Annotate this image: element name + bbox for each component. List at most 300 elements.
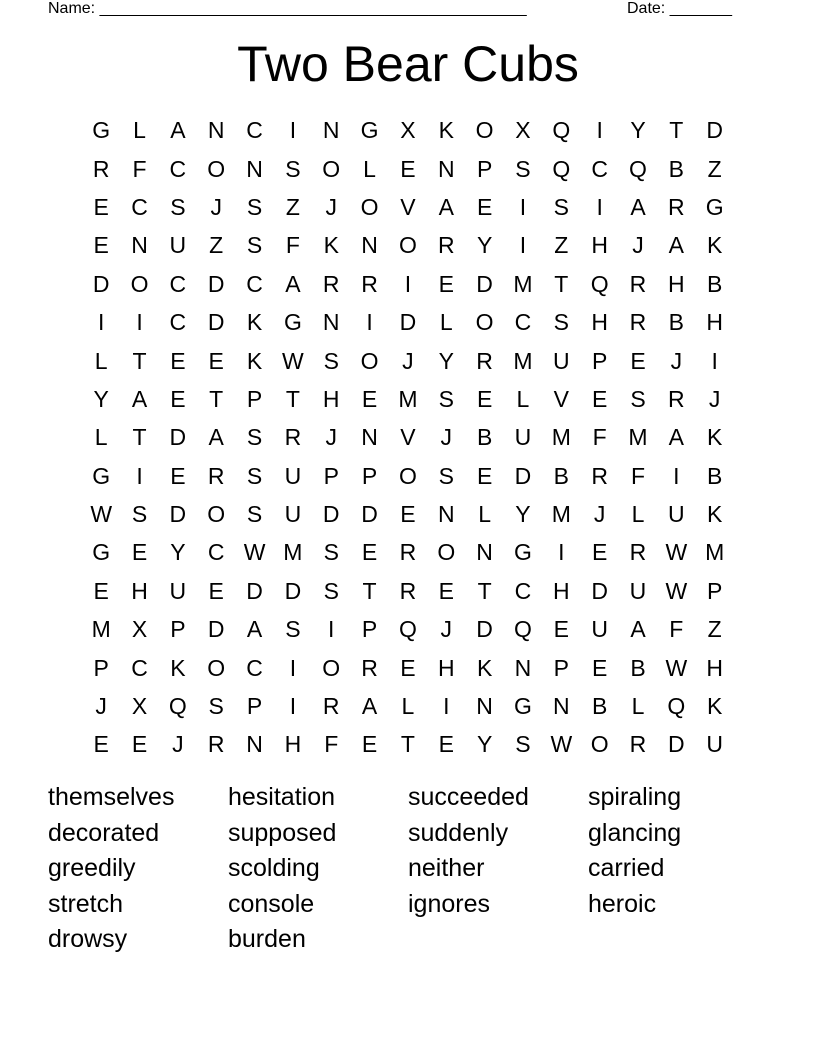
grid-letter: Q [552,155,571,182]
grid-letter: M [398,385,418,412]
grid-letter: B [707,462,723,489]
grid-letter: C [246,270,263,297]
grid-letter: P [246,693,263,720]
grid-letter: L [94,424,108,451]
grid-letter: S [515,731,531,758]
grid-letter: C [169,270,187,297]
grid-letter: G [92,117,111,144]
grid-letter: R [629,270,647,297]
grid-letter: E [438,577,454,604]
grid-letter: S [553,309,569,336]
grid-letter: G [92,539,111,566]
grid-letter: Q [514,616,532,643]
grid-letter: L [94,347,108,374]
grid-letter: B [707,270,723,297]
grid-letter: D [476,616,493,643]
word-list-item: scolding [228,854,320,883]
grid-letter: H [437,654,455,681]
word-list-item: stretch [48,889,124,918]
grid-letter: N [246,731,263,758]
grid-letter: Q [398,616,417,643]
grid-letter: M [628,424,648,451]
grid-letter: L [401,693,415,720]
grid-letter: I [596,117,603,144]
grid-letter: T [669,117,684,144]
grid-letter: R [322,270,340,297]
grid-letter: L [133,117,146,144]
grid-letter: D [514,462,532,489]
grid-letter: D [169,424,187,451]
grid-letter: F [324,731,339,758]
grid-letter: G [705,193,724,220]
grid-letter: K [707,501,723,528]
grid-letter: H [591,232,608,259]
grid-letter: U [552,347,570,374]
grid-letter: R [284,424,302,451]
grid-letter: T [362,577,377,604]
grid-letter: N [476,539,493,566]
grid-letter: S [208,693,224,720]
grid-letter: E [93,577,109,604]
grid-letter: H [591,309,608,336]
grid-letter: A [170,117,186,144]
grid-letter: M [91,616,111,643]
grid-letter: C [131,193,148,220]
word-list-row [48,816,788,852]
grid-letter: J [708,385,721,412]
grid-letter: W [665,539,688,566]
grid-letter: R [399,577,417,604]
grid-letter: C [169,155,187,182]
grid-letter: S [630,385,646,412]
grid-letter: Z [707,155,722,182]
grid-letter: E [591,539,608,566]
grid-letter: J [325,424,337,451]
grid-letter: O [398,462,417,489]
grid-row [82,610,734,648]
grid-letter: H [322,385,340,412]
grid-letter: D [361,501,378,528]
grid-letter: N [476,693,493,720]
grid-letter: M [551,501,571,528]
grid-letter: D [706,117,723,144]
grid-letter: P [361,462,378,489]
grid-letter: B [553,462,569,489]
grid-letter: N [246,155,263,182]
grid-letter: G [92,462,111,489]
grid-letter: Y [170,539,186,566]
grid-letter: V [400,193,416,220]
grid-letter: E [630,347,646,374]
grid-letter: E [438,731,454,758]
grid-letter: Z [285,193,300,220]
grid-letter: W [665,654,688,681]
grid-letter: R [591,462,608,489]
grid-letter: J [402,347,414,374]
grid-letter: Y [476,731,493,758]
grid-letter: S [285,616,301,643]
grid-letter: Q [590,270,609,297]
grid-letter: N [131,232,148,259]
grid-letter: X [515,117,531,144]
grid-letter: U [514,424,532,451]
grid-letter: D [169,501,187,528]
grid-letter: E [591,654,608,681]
word-list-item: heroic [588,889,657,918]
grid-letter: D [668,731,685,758]
word-list-item: carried [588,854,665,883]
grid-letter: I [136,462,143,489]
grid-letter: S [323,347,339,374]
grid-letter: B [591,693,608,720]
grid-letter: R [361,270,378,297]
grid-row [82,533,734,571]
grid-letter: I [711,347,718,374]
grid-letter: N [207,117,225,144]
grid-row [82,111,734,149]
grid-letter: J [95,693,107,720]
grid-letter: I [404,270,412,297]
grid-letter: D [399,309,417,336]
grid-letter: S [553,193,569,220]
grid-letter: Z [554,232,569,259]
grid-letter: J [593,501,606,528]
grid-letter: E [476,462,493,489]
grid-row [82,149,734,187]
grid-letter: S [246,193,263,220]
grid-letter: D [591,577,608,604]
name-field-label: Name: ________________________________________________ [48,0,527,17]
grid-row [82,457,734,495]
grid-letter: I [289,117,297,144]
grid-letter: Z [209,232,224,259]
grid-letter: O [590,731,609,758]
grid-letter: T [400,731,415,758]
grid-letter: A [668,232,684,259]
grid-letter: G [514,539,532,566]
grid-letter: A [630,616,646,643]
page-title: Two Bear Cubs [237,36,579,92]
grid-letter: R [437,232,455,259]
grid-letter: T [285,385,300,412]
grid-letter: G [514,693,532,720]
word-list-item: drowsy [48,925,128,954]
grid-letter: E [93,731,109,758]
grid-letter: L [478,501,491,528]
grid-letter: Q [552,117,571,144]
grid-letter: N [322,309,340,336]
grid-letter: Q [629,155,647,182]
grid-letter: D [207,270,225,297]
grid-letter: J [670,347,683,374]
grid-row [82,265,734,303]
grid-letter: E [476,385,493,412]
grid-letter: I [519,232,527,259]
grid-letter: C [246,654,263,681]
grid-letter: S [323,539,339,566]
grid-letter: E [208,347,224,374]
grid-letter: O [360,193,379,220]
grid-letter: C [169,309,187,336]
grid-letter: T [554,270,569,297]
grid-letter: H [131,577,148,604]
grid-row [82,380,734,418]
grid-letter: T [132,424,147,451]
grid-letter: E [361,539,378,566]
grid-letter: O [475,309,494,336]
grid-letter: R [668,193,685,220]
word-list-item: spiraling [588,783,682,812]
grid-letter: M [551,424,571,451]
grid-letter: L [363,155,376,182]
grid-letter: E [170,347,186,374]
grid-letter: Y [438,347,454,374]
word-list-row [48,922,788,958]
grid-letter: I [366,309,373,336]
grid-letter: J [632,232,644,259]
grid-letter: P [246,385,263,412]
grid-letter: U [591,616,608,643]
grid-letter: W [282,347,304,374]
grid-letter: E [170,462,186,489]
grid-letter: N [361,424,378,451]
grid-letter: O [322,155,341,182]
word-list-item: glancing [588,818,682,847]
grid-letter: S [246,462,263,489]
grid-letter: E [476,193,493,220]
grid-letter: N [361,232,378,259]
grid-letter: K [170,654,186,681]
grid-letter: U [284,501,302,528]
grid-letter: X [400,117,416,144]
grid-letter: U [706,731,723,758]
grid-letter: B [668,309,684,336]
grid-letter: D [92,270,110,297]
grid-letter: M [513,347,533,374]
word-list [48,780,788,958]
grid-letter: Q [667,693,686,720]
grid-letter: J [210,193,222,220]
grid-letter: E [361,731,378,758]
grid-letter: S [515,155,531,182]
grid-letter: E [93,193,109,220]
word-list-item: greedily [48,854,136,883]
grid-letter: E [131,731,148,758]
grid-letter: R [476,347,493,374]
grid-letter: G [360,117,379,144]
grid-letter: O [130,270,149,297]
grid-letter: K [707,232,723,259]
grid-letter: C [207,539,225,566]
grid-letter: R [629,539,647,566]
grid-letter: C [591,155,608,182]
grid-letter: M [283,539,303,566]
grid-letter: X [131,693,148,720]
grid-letter: A [131,385,148,412]
word-list-row [48,851,788,887]
grid-letter: O [398,232,417,259]
grid-letter: R [629,309,647,336]
grid-letter: A [208,424,224,451]
grid-letter: S [438,385,454,412]
grid-letter: E [400,501,416,528]
grid-letter: E [93,232,109,259]
grid-letter: H [706,309,723,336]
word-list-item: themselves [48,783,175,812]
word-list-row [48,887,788,923]
grid-letter: J [440,424,453,451]
grid-letter: P [361,616,378,643]
grid-letter: C [131,654,148,681]
grid-letter: V [553,385,569,412]
word-list-item: burden [228,925,306,954]
grid-letter: N [552,693,570,720]
word-list-item: neither [408,854,485,883]
word-list-item: suddenly [408,818,509,847]
grid-letter: S [170,193,186,220]
grid-letter: F [592,424,607,451]
grid-letter: U [629,577,647,604]
grid-letter: K [438,117,454,144]
grid-letter: S [285,155,301,182]
grid-row [82,572,734,610]
grid-letter: K [707,424,723,451]
grid-letter: S [246,424,263,451]
grid-letter: O [322,654,341,681]
grid-letter: T [209,385,224,412]
grid-letter: V [400,424,416,451]
grid-letter: H [552,577,570,604]
grid-letter: A [438,193,454,220]
grid-letter: I [558,539,565,566]
grid-letter: E [208,577,224,604]
grid-letter: W [90,501,113,528]
grid-letter: N [322,117,340,144]
grid-letter: I [673,462,680,489]
grid-letter: Y [630,117,646,144]
grid-letter: S [246,501,263,528]
grid-letter: O [207,654,226,681]
grid-letter: Q [168,693,187,720]
grid-letter: H [668,270,685,297]
grid-letter: E [400,654,416,681]
grid-letter: D [322,501,340,528]
grid-letter: P [93,654,109,681]
grid-letter: B [476,424,493,451]
grid-letter: E [591,385,608,412]
grid-row [82,226,734,264]
grid-letter: R [207,731,225,758]
grid-letter: Y [93,385,109,412]
grid-row [82,687,734,725]
grid-letter: A [285,270,301,297]
grid-letter: I [328,616,335,643]
grid-letter: I [289,654,297,681]
grid-letter: D [207,309,225,336]
grid-letter: P [476,155,493,182]
grid-letter: U [284,462,302,489]
grid-letter: R [668,385,685,412]
grid-letter: E [361,385,378,412]
grid-letter: M [513,270,533,297]
word-list-item: ignores [408,889,490,918]
word-list-row [48,780,788,816]
grid-letter: U [169,577,187,604]
grid-letter: Y [476,232,493,259]
grid-letter: K [246,347,263,374]
grid-letter: U [169,232,187,259]
grid-letter: L [439,309,453,336]
grid-letter: P [591,347,608,374]
grid-letter: L [631,693,645,720]
grid-letter: W [665,577,688,604]
grid-letter: F [285,232,300,259]
grid-letter: B [668,155,684,182]
grid-letter: D [476,270,493,297]
grid-letter: P [323,462,339,489]
grid-letter: R [322,693,340,720]
grid-letter: L [631,501,645,528]
grid-letter: S [246,232,263,259]
grid-row [82,648,734,686]
grid-letter: S [131,501,148,528]
grid-letter: N [437,155,455,182]
grid-letter: K [707,693,723,720]
grid-row [82,418,734,456]
grid-letter: K [476,654,493,681]
word-list-item: decorated [48,818,160,847]
grid-letter: N [514,654,532,681]
grid-row [82,303,734,341]
grid-letter: A [246,616,263,643]
grid-letter: P [553,654,569,681]
grid-letter: C [514,577,532,604]
grid-row [82,495,734,533]
grid-letter: T [132,347,147,374]
grid-letter: R [629,731,647,758]
grid-letter: H [284,731,302,758]
grid-letter: O [207,155,226,182]
grid-letter: W [243,539,266,566]
grid-letter: A [630,193,646,220]
word-list-item: succeeded [408,783,529,812]
grid-letter: C [246,117,263,144]
grid-letter: P [170,616,186,643]
grid-letter: E [553,616,569,643]
grid-letter: R [399,539,417,566]
grid-letter: A [361,693,378,720]
grid-letter: C [514,309,532,336]
grid-letter: I [443,693,450,720]
grid-letter: R [361,654,378,681]
grid-letter: J [440,616,453,643]
letter-grid [82,111,734,764]
grid-letter: D [284,577,302,604]
grid-letter: Z [707,616,722,643]
grid-letter: W [550,731,573,758]
grid-letter: E [170,385,186,412]
grid-letter: J [172,731,184,758]
grid-letter: H [706,654,723,681]
grid-letter: D [246,577,263,604]
grid-letter: E [131,539,148,566]
grid-letter: M [705,539,725,566]
grid-letter: F [630,462,646,489]
grid-letter: K [246,309,263,336]
grid-letter: E [400,155,416,182]
grid-letter: O [437,539,456,566]
grid-letter: X [131,616,148,643]
